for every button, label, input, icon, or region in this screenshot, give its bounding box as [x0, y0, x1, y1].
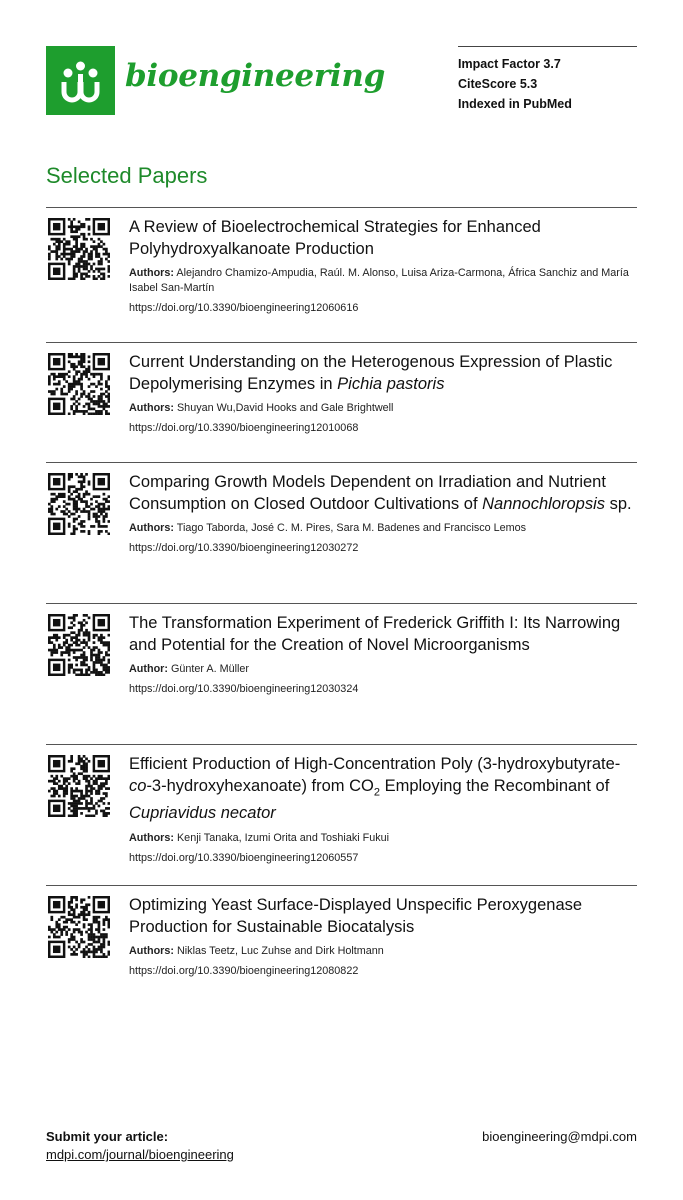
journal-logo-icon: [46, 46, 115, 115]
paper-item: [46, 603, 637, 695]
paper-item: [46, 462, 637, 554]
section-title: Selected Papers: [46, 163, 208, 188]
qr-code-icon[interactable]: [48, 218, 110, 280]
paper-authors: Authors: Kenji Tanaka, Izumi Orita and Toshiaki Fukui: [129, 831, 390, 844]
paper-doi-link[interactable]: https://doi.org/10.3390/bioengineering12030324: [129, 683, 359, 695]
paper-title[interactable]: Efficient Production of High-Concentration Poly (3-hydroxybutyrate-co-3-hydroxyhexanoate) from $CO_2$ Employing the Recombinant of Cupriavidus necator: [129, 755, 621, 823]
submit-section: [46, 1128, 234, 1164]
contact-email[interactable]: bioengineering@mdpi.com: [482, 1129, 637, 1144]
paper-item: [46, 207, 637, 314]
journal-metrics: [458, 46, 637, 114]
paper-authors: Authors: Niklas Teetz, Luc Zuhse and Dirk Holtmann: [129, 945, 384, 957]
submit-label: Submit your article:: [46, 1129, 169, 1144]
paper-title[interactable]: A Review of Bioelectrochemical Strategies for Enhanced Polyhydroxyalkanoate Production: [129, 218, 541, 258]
qr-code-icon[interactable]: [48, 614, 110, 676]
paper-title[interactable]: The Transformation Experiment of Frederick Griffith I: Its Narrowing and Potential for the Creation of Novel Microorganisms: [129, 614, 621, 654]
qr-code-icon[interactable]: [48, 755, 110, 817]
paper-doi-link[interactable]: https://doi.org/10.3390/bioengineering12010068: [129, 422, 359, 434]
qr-code-icon[interactable]: [48, 353, 110, 415]
paper-doi-link[interactable]: https://doi.org/10.3390/bioengineering12060616: [129, 302, 359, 314]
qr-code-icon[interactable]: [48, 896, 110, 958]
journal-name: bioengineering: [125, 58, 385, 94]
paper-doi-link[interactable]: https://doi.org/10.3390/bioengineering12030272: [129, 542, 359, 554]
paper-authors: Authors: Tiago Taborda, José C. M. Pires, Sara M. Badenes and Francisco Lemos: [129, 522, 527, 534]
indexing: Indexed in PubMed: [458, 97, 572, 111]
qr-code-icon[interactable]: [48, 473, 110, 535]
submit-link[interactable]: mdpi.com/journal/bioengineering: [46, 1147, 234, 1162]
paper-authors: Authors: Alejandro Chamizo-Ampudia, Raúl. M. Alonso, Luisa Ariza-Carmona, África Sanchiz and María Isabel San-Martín: [129, 267, 629, 294]
paper-authors: Authors: Shuyan Wu,David Hooks and Gale Brightwell: [129, 402, 394, 414]
paper-doi-link[interactable]: https://doi.org/10.3390/bioengineering12060557: [129, 851, 359, 864]
paper-item: [46, 342, 637, 434]
paper-item: [46, 885, 637, 977]
paper-title[interactable]: Comparing Growth Models Dependent on Irradiation and Nutrient Consumption on Closed Outdoor Cultivations of Nannochloropsis sp.: [129, 473, 632, 513]
paper-doi-link[interactable]: https://doi.org/10.3390/bioengineering12080822: [129, 965, 359, 977]
paper-title[interactable]: Current Understanding on the Heterogenous Expression of Plastic Depolymerising Enzymes in Pichia pastoris: [129, 353, 613, 393]
paper-title[interactable]: Optimizing Yeast Surface-Displayed Unspecific Peroxygenase Production for Sustainable Biocatalysis: [129, 896, 583, 936]
impact-factor: Impact Factor 3.7: [458, 57, 561, 71]
citescore: CiteScore 5.3: [458, 77, 538, 91]
paper-authors: Author: Günter A. Müller: [129, 663, 249, 675]
paper-item: [46, 744, 637, 864]
